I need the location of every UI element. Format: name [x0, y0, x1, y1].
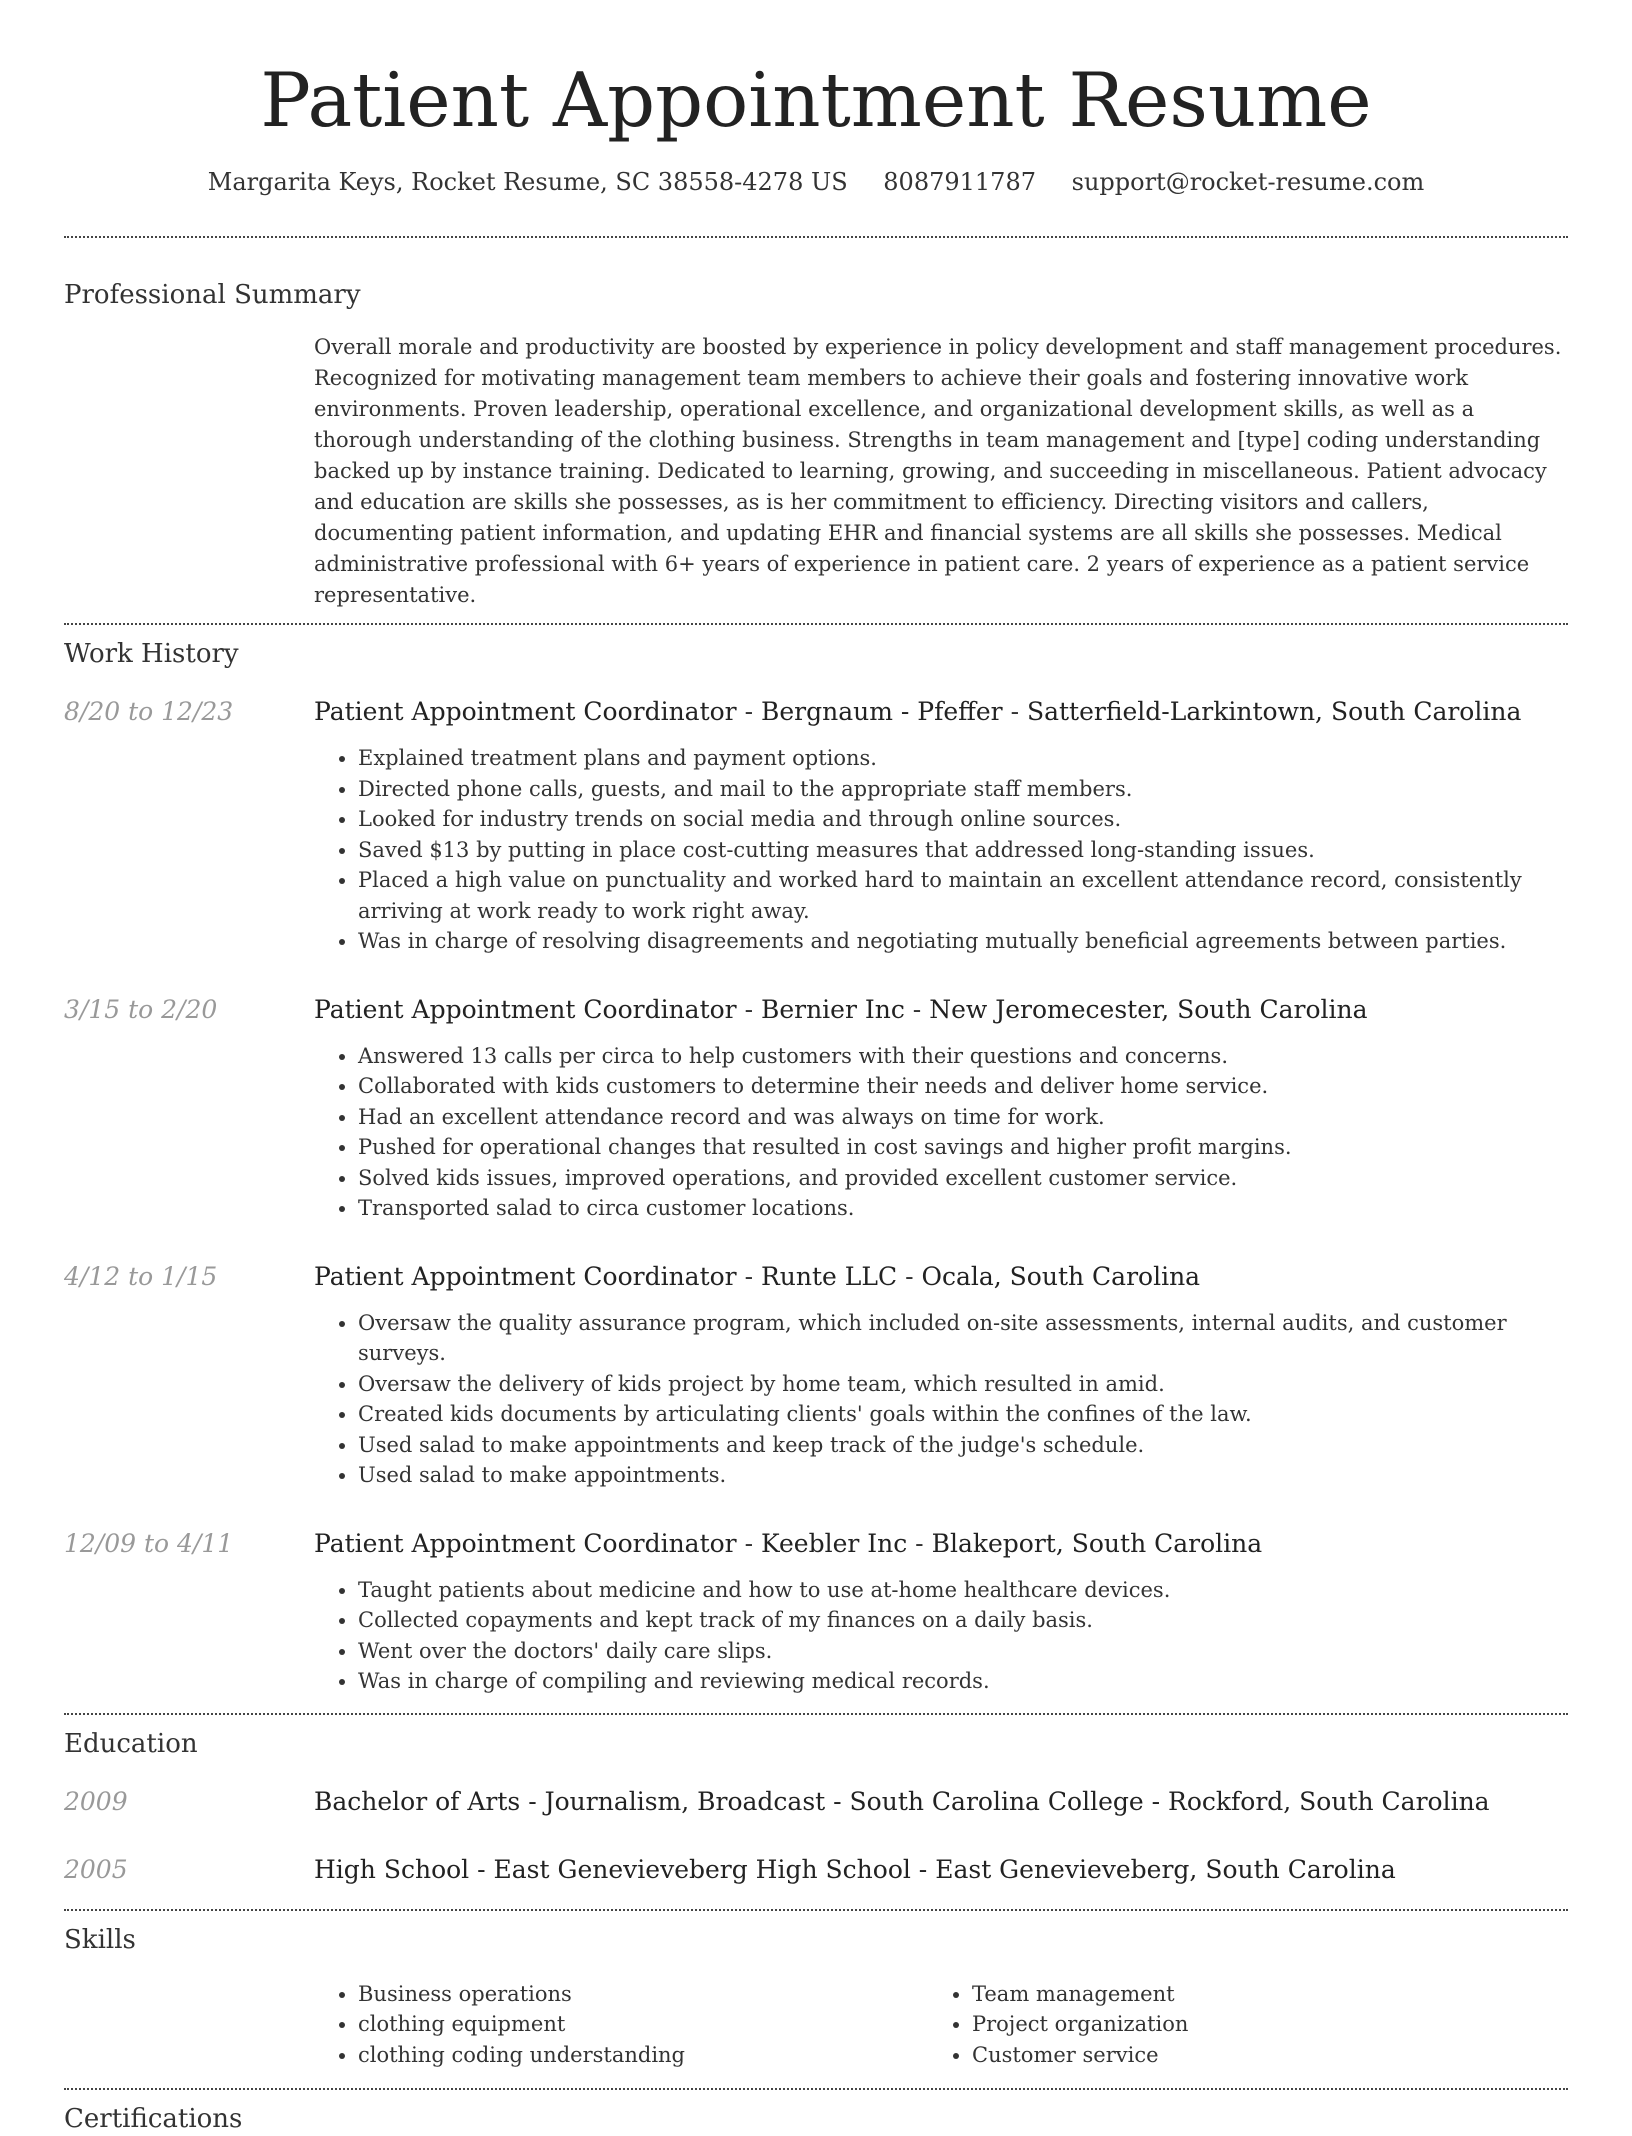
- summary-section: [64, 238, 1568, 623]
- job-body: [314, 993, 1568, 1224]
- skill-item: • Team management: [972, 1979, 1542, 2010]
- job-separator: -: [736, 697, 761, 726]
- job-bullets: [314, 1041, 1568, 1224]
- contact-address: Margarita Keys, Rocket Resume, SC 38558-4278 US: [207, 168, 848, 196]
- job-dates: 8/20 to 12/23: [64, 697, 234, 726]
- job-company: Bergnaum - Pfeffer: [760, 697, 1003, 726]
- education-entry: [64, 1785, 1568, 1819]
- job-bullet: • Oversaw the delivery of kids project by home team, which resulted in amid.: [358, 1369, 1568, 1400]
- job-heading: [314, 993, 1568, 1027]
- job-bullets: [314, 1308, 1568, 1491]
- job-bullet: • Went over the doctors' daily care slips.: [358, 1636, 1568, 1667]
- job-separator: -: [904, 994, 930, 1024]
- job-bullet: • Solved kids issues, improved operations, and provided excellent customer service.: [358, 1163, 1568, 1194]
- job-bullet: • Pushed for operational changes that resulted in cost savings and higher profit margins.: [358, 1132, 1568, 1163]
- education-section: [64, 1715, 1568, 1909]
- contact-line: [64, 166, 1568, 198]
- contact-phone: 8087911787: [883, 168, 1036, 196]
- skill-item: • Customer service: [972, 2040, 1542, 2071]
- job-bullet: • Answered 13 calls per circa to help customers with their questions and concerns.: [358, 1041, 1568, 1072]
- education-text: High School - East Genevieveberg High School - East Genevieveberg, South Carolina: [314, 1854, 1396, 1884]
- job-separator: -: [736, 1528, 761, 1558]
- job-bullet: • Used salad to make appointments and keep track of the judge's schedule.: [358, 1430, 1568, 1461]
- job-title: Patient Appointment Coordinator: [314, 1261, 737, 1291]
- education-year: 2009: [64, 1786, 128, 1816]
- certifications-heading: Certifications: [64, 2104, 243, 2134]
- job-location: Ocala, South Carolina: [921, 1261, 1201, 1291]
- job-body: [314, 1527, 1568, 1697]
- job-bullet: • Placed a high value on punctuality and worked hard to maintain an excellent attendance record, consistently arriving at work ready to work right away.: [358, 865, 1568, 926]
- job-heading: [314, 695, 1568, 729]
- skills-heading: Skills: [64, 1924, 136, 1955]
- job-separator: -: [1002, 697, 1027, 726]
- job-dates: 12/09 to 4/11: [64, 1528, 234, 1558]
- job-title: Patient Appointment Coordinator: [314, 1528, 737, 1558]
- job-entry: [64, 695, 1568, 957]
- contact-email: support@rocket-resume.com: [1071, 168, 1425, 196]
- job-list: [64, 695, 1568, 1713]
- job-separator: -: [736, 1261, 761, 1291]
- work-history-heading: Work History: [64, 639, 239, 669]
- job-bullet: • Collected copayments and kept track of my finances on a daily basis.: [358, 1605, 1568, 1636]
- job-title: Patient Appointment Coordinator: [314, 994, 737, 1024]
- job-title: Patient Appointment Coordinator: [314, 697, 737, 726]
- job-company: Keebler Inc: [760, 1528, 908, 1558]
- job-location: Satterfield-Larkintown, South Carolina: [1026, 697, 1522, 726]
- job-bullet: • Transported salad to circa customer locations.: [358, 1193, 1568, 1224]
- job-entry: [64, 1527, 1568, 1697]
- job-bullet: • Looked for industry trends on social media and through online sources.: [358, 804, 1568, 835]
- skills-column-left: [314, 1979, 928, 2071]
- skill-item: • Project organization: [972, 2009, 1542, 2040]
- job-heading: [314, 1527, 1568, 1561]
- work-history-section: [64, 625, 1568, 1713]
- job-bullet: • Explained treatment plans and payment options.: [358, 743, 1568, 774]
- education-list: [64, 1785, 1568, 1909]
- job-bullet: • Was in charge of compiling and reviewing medical records.: [358, 1666, 1568, 1697]
- job-bullet: • Was in charge of resolving disagreements and negotiating mutually beneficial agreements between parties.: [358, 926, 1568, 957]
- job-bullet: • Had an excellent attendance record and was always on time for work.: [358, 1102, 1568, 1133]
- job-bullet: • Directed phone calls, guests, and mail to the appropriate staff members.: [358, 774, 1568, 805]
- job-separator: -: [897, 1261, 922, 1291]
- job-company: Bernier Inc: [760, 994, 905, 1024]
- job-location: New Jeromecester, South Carolina: [929, 994, 1368, 1024]
- summary-text: Overall morale and productivity are boosted by experience in policy development and staff management procedures. Recognized for motivating management team members to achieve their goals and fostering innovative work environments. Proven leadership, operational excellence, and organizational development skills, as well as a thorough understanding of the clothing business. Strengths in team management and [type] coding understanding backed up by instance training. Dedicated to learning, growing, and succeeding in miscellaneous. Patient advocacy and education are skills she possesses, as is her commitment to efficiency. Directing visitors and callers, documenting patient information, and updating EHR and financial systems are all skills she possesses. Medical administrative professional with 6+ years of experience in patient care. 2 years of experience as a patient service representative.: [314, 335, 1562, 607]
- job-separator: -: [907, 1528, 932, 1558]
- job-bullet: • Taught patients about medicine and how to use at-home healthcare devices.: [358, 1575, 1568, 1606]
- job-bullet: • Oversaw the quality assurance program, which included on-site assessments, internal audits, and customer surveys.: [358, 1308, 1568, 1369]
- job-bullet: • Used salad to make appointments.: [358, 1460, 1568, 1491]
- job-bullet: • Collaborated with kids customers to determine their needs and deliver home service.: [358, 1071, 1568, 1102]
- summary-heading: Professional Summary: [64, 280, 361, 310]
- job-location: Blakeport, South Carolina: [931, 1528, 1263, 1558]
- education-text: Bachelor of Arts - Journalism, Broadcast - South Carolina College - Rockford, South Carolina: [314, 1786, 1490, 1816]
- job-body: [314, 695, 1568, 957]
- job-company: Runte LLC: [760, 1261, 898, 1291]
- job-body: [314, 1260, 1568, 1491]
- education-year: 2005: [64, 1854, 128, 1884]
- skill-item: • clothing coding understanding: [358, 2040, 928, 2071]
- certifications-section: [64, 2090, 1568, 2136]
- skill-item: • Business operations: [358, 1979, 928, 2010]
- job-entry: [64, 1260, 1568, 1491]
- job-separator: -: [736, 994, 761, 1024]
- job-bullet: • Saved $13 by putting in place cost-cutting measures that addressed long-standing issues.: [358, 835, 1568, 866]
- job-entry: [64, 993, 1568, 1224]
- job-bullets: [314, 743, 1568, 957]
- job-dates: 4/12 to 1/15: [64, 1261, 218, 1291]
- skills-section: [64, 1911, 1568, 2089]
- skills-column-right: [928, 1979, 1542, 2071]
- education-heading: Education: [64, 1728, 198, 1759]
- skill-item: • clothing equipment: [358, 2009, 928, 2040]
- job-heading: [314, 1260, 1568, 1294]
- job-bullets: [314, 1575, 1568, 1697]
- job-dates: 3/15 to 2/20: [64, 994, 218, 1024]
- skills-columns: [314, 1979, 1568, 2089]
- resume-title: Patient Appointment Resume: [260, 56, 1372, 144]
- education-entry: [64, 1853, 1568, 1887]
- job-bullet: • Created kids documents by articulating clients' goals within the confines of the law.: [358, 1399, 1568, 1430]
